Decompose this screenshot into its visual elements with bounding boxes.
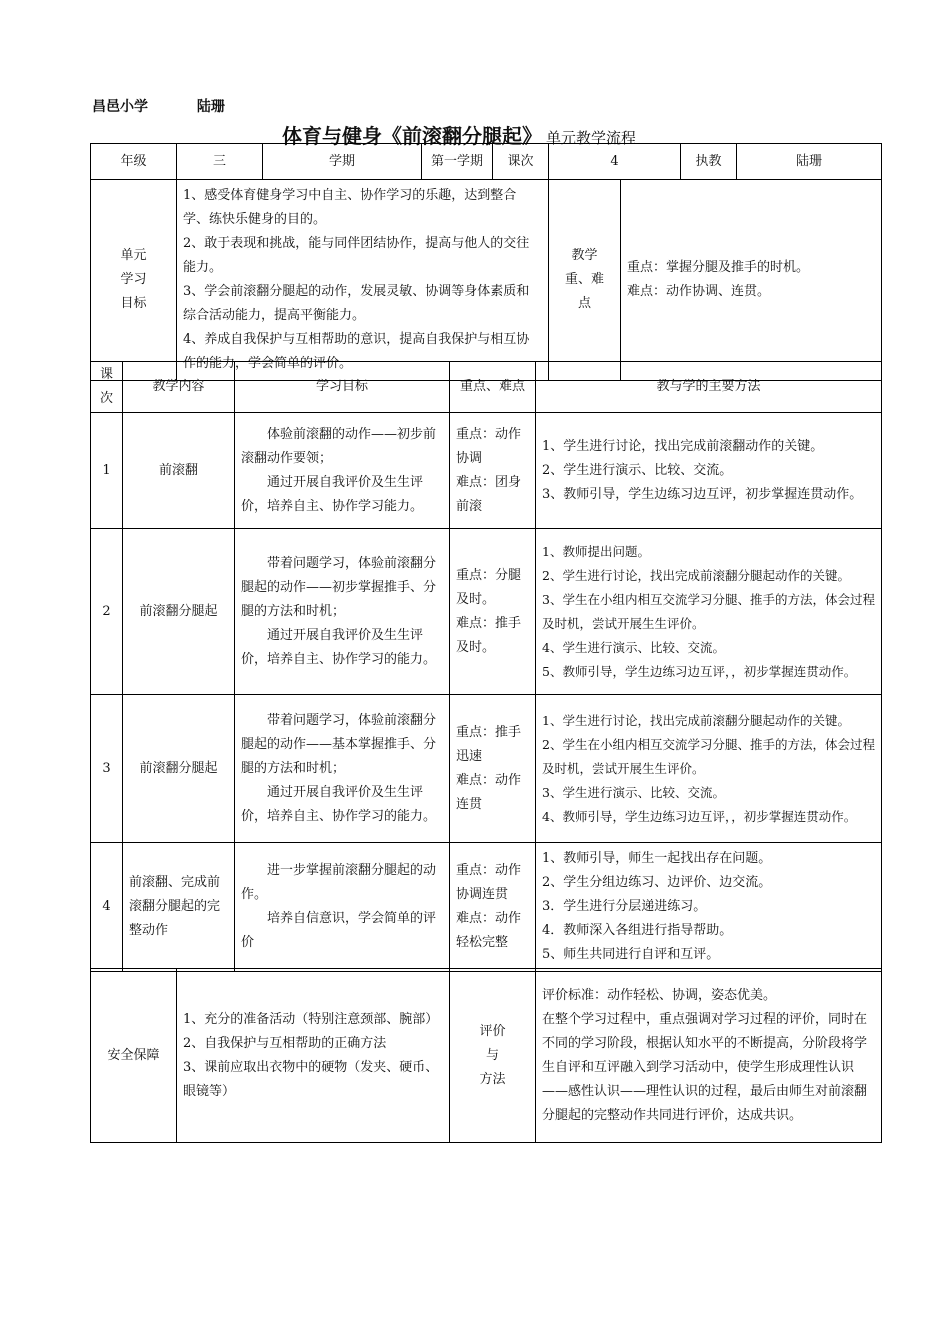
lesson-row bbox=[91, 843, 882, 972]
school-name: 昌邑小学 bbox=[92, 99, 148, 115]
lesson-row bbox=[91, 695, 882, 843]
term-value: 第一学期 bbox=[422, 144, 493, 180]
grade-value: 三 bbox=[177, 144, 263, 180]
lesson-goals: 体验前滚翻的动作——初步前滚翻动作要领； 通过开展自我评价及生生评价，培养自主、协作学习能力。 bbox=[235, 413, 450, 529]
lesson-num: 4 bbox=[91, 843, 123, 972]
col-header-content: 教学内容 bbox=[123, 362, 235, 413]
lessons-value: 4 bbox=[549, 144, 681, 180]
title-sub: 单元教学流程 bbox=[546, 129, 637, 147]
lesson-methods: 1、教师引导，师生一起找出存在问题。 2、学生分组边练习、边评价、边交流。 3．学生进行分层递进练习。 4．教师深入各组进行指导帮助。 5、师生共同进行自评和互评。 bbox=[536, 843, 882, 972]
lesson-key: 重点：分腿及时。 难点：推手及时。 bbox=[450, 529, 536, 695]
lesson-content: 前滚翻分腿起 bbox=[123, 529, 235, 695]
unit-goal-item: 2、敢于表现和挑战，能与同伴团结协作，提高与他人的交往能力。 bbox=[183, 236, 530, 275]
col-header-goal: 学习目标 bbox=[235, 362, 450, 413]
lesson-goals: 带着问题学习，体验前滚翻分腿起的动作——基本掌握推手、分腿的方法和时机； 通过开展自我评价及生生评价，培养自主、协作学习的能力。 bbox=[235, 695, 450, 843]
lesson-methods: 1、学生进行讨论，找出完成前滚翻分腿起动作的关键。 2、学生在小组内相互交流学习分腿、推手的方法，体会过程及时机，尝试开展生生评价。 3、学生进行演示、比较、交流。 4、教师引导，学生边练习边互评，，初步掌握连贯动作。 bbox=[536, 695, 882, 843]
lesson-content: 前滚翻、完成前滚翻分腿起的完整动作 bbox=[123, 843, 235, 972]
unit-goals-label: 单元 学习 目标 bbox=[91, 180, 177, 381]
unit-goal-item: 1、感受体育健身学习中自主、协作学习的乐趣，达到整合学、练快乐健身的目的。 bbox=[183, 188, 517, 227]
teacher-value: 陆珊 bbox=[737, 144, 882, 180]
lesson-content: 前滚翻分腿起 bbox=[123, 695, 235, 843]
unit-goal-item: 4、养成自我保护与互相帮助的意识，提高自我保护与相互协作的能力，学会简单的评价。 bbox=[183, 332, 530, 371]
title-main: 体育与健身《前滚翻分腿起》 bbox=[282, 124, 542, 148]
key-points-label: 教学 重、难 点 bbox=[549, 180, 621, 381]
col-header-methods: 教与学的主要方法 bbox=[536, 362, 882, 413]
unit-goals bbox=[177, 180, 549, 381]
lesson-methods: 1、学生进行讨论，找出完成前滚翻动作的关键。 2、学生进行演示、比较、交流。 3、教师引导，学生边练习边互评，初步掌握连贯动作。 bbox=[536, 413, 882, 529]
teacher-label: 执教 bbox=[681, 144, 737, 180]
safety-eval-table bbox=[90, 968, 882, 1143]
lesson-num: 3 bbox=[91, 695, 123, 843]
lesson-key: 重点：动作协调 难点：团身前滚 bbox=[450, 413, 536, 529]
key-points: 重点：掌握分腿及推手的时机。 难点：动作协调、连贯。 bbox=[621, 180, 882, 381]
lesson-num: 1 bbox=[91, 413, 123, 529]
term-label: 学期 bbox=[263, 144, 422, 180]
lessons-table bbox=[90, 361, 882, 972]
lesson-key: 重点：推手迅速 难点：动作连贯 bbox=[450, 695, 536, 843]
lesson-goals: 带着问题学习，体验前滚翻分腿起的动作——初步掌握推手、分腿的方法和时机； 通过开展自我评价及生生评价，培养自主、协作学习的能力。 bbox=[235, 529, 450, 695]
author-name: 陆珊 bbox=[196, 99, 225, 115]
safety-label: 安全保障 bbox=[91, 969, 177, 1143]
document-header bbox=[92, 96, 225, 116]
lesson-row bbox=[91, 529, 882, 695]
eval-text: 评价标准：动作轻松、协调，姿态优美。 在整个学习过程中，重点强调对学习过程的评价，同时在不同的学习阶段，根据认知水平的不断提高，分阶段将学生自评和互评融入到学习活动中，使学生形成理性认识——感性认识——理性认识的过程，最后由师生对前滚翻分腿起的完整动作共同进行评价，达成共识。 bbox=[536, 969, 882, 1143]
lesson-row bbox=[91, 413, 882, 529]
grade-label: 年级 bbox=[91, 144, 177, 180]
lesson-methods: 1、教师提出问题。 2、学生进行讨论，找出完成前滚翻分腿起动作的关键。 3、学生在小组内相互交流学习分腿、推手的方法，体会过程及时机，尝试开展生生评价。 4、学生进行演示、比较、交流。 5、教师引导，学生边练习边互评，，初步掌握连贯动作。 bbox=[536, 529, 882, 695]
eval-label: 评价 与 方法 bbox=[450, 969, 536, 1143]
col-header-num: 课 次 bbox=[91, 362, 123, 413]
lessons-label: 课次 bbox=[493, 144, 549, 180]
lesson-goals: 进一步掌握前滚翻分腿起的动作。 培养自信意识，学会简单的评价 bbox=[235, 843, 450, 972]
safety-items: 1、充分的准备活动（特别注意颈部、腕部） 2、自我保护与互相帮助的正确方法 3、课前应取出衣物中的硬物（发夹、硬币、眼镜等） bbox=[177, 969, 450, 1143]
lesson-content: 前滚翻 bbox=[123, 413, 235, 529]
unit-goal-item: 3、学会前滚翻分腿起的动作，发展灵敏、协调等身体素质和综合活动能力，提高平衡能力。 bbox=[183, 284, 530, 323]
lesson-num: 2 bbox=[91, 529, 123, 695]
col-header-key: 重点、难点 bbox=[450, 362, 536, 413]
lesson-key: 重点：动作协调连贯 难点：动作轻松完整 bbox=[450, 843, 536, 972]
unit-info-table bbox=[90, 143, 882, 381]
